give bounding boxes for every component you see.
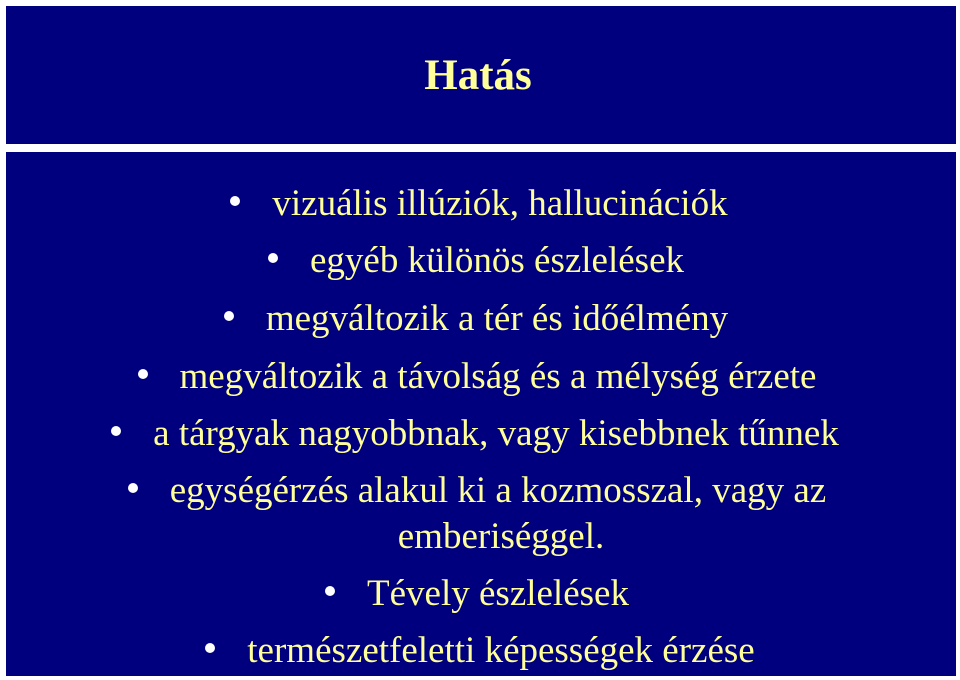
bullet-text: Tévely észlelések [367,573,629,614]
bullet-item [6,630,956,672]
bullet-text: megváltozik a távolság és a mélység érzete [179,356,817,397]
bullet-item [6,470,956,512]
bullet-item [6,240,956,282]
bullet-text: egyéb különös észlelések [310,240,684,281]
bullet-text: egységérzés alakul ki a kozmosszal, vagy az [169,470,827,511]
bullet-item-continuation [6,516,956,558]
slide-title: Hatás [424,51,532,99]
content-box [6,152,956,676]
bullet-item [6,413,956,455]
bullet-text: vizuális illúziók, hallucinációk [272,183,728,224]
bullet-item [6,298,956,340]
bullet-icon [230,196,240,206]
title-bar [6,6,956,144]
bullet-icon [128,483,138,493]
bullet-text: emberiséggel. [397,516,605,557]
bullet-text: természetfeletti képességek érzése [247,630,755,671]
bullet-icon [111,426,121,436]
bullet-icon [138,369,148,379]
bullet-icon [224,311,234,321]
bullet-text: megváltozik a tér és időélmény [265,298,729,339]
bullet-icon [268,253,278,263]
bullet-item [6,356,956,398]
bullet-icon [205,643,215,653]
bullet-item [6,573,956,615]
bullet-text: a tárgyak nagyobbnak, vagy kisebbnek tűnnek [153,413,839,454]
bullet-item [6,183,956,225]
bullet-icon [325,586,335,596]
